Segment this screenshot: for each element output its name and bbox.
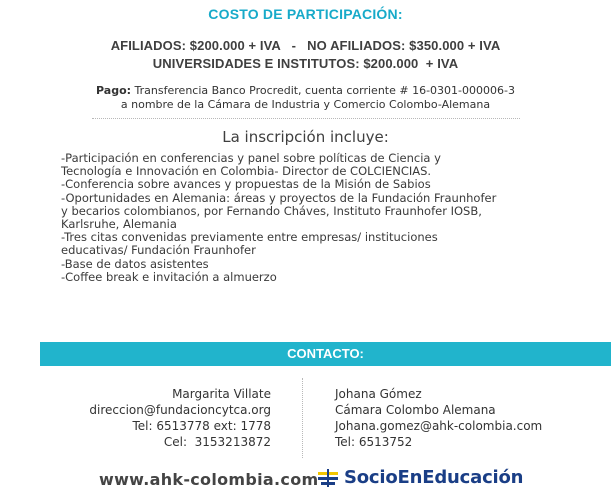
website-link[interactable]: www.ahk-colombia.com — [99, 470, 319, 489]
contact-tel: Tel: 6513778 ext: 1778 — [132, 419, 271, 433]
contact-org: Cámara Colombo Alemana — [335, 403, 496, 417]
contact-title: CONTACTO: — [287, 346, 364, 361]
contact-left — [89, 386, 271, 450]
logo-text — [344, 467, 523, 488]
payment-label: Pago: — [96, 84, 132, 97]
includes-list — [61, 152, 581, 284]
includes-title: La inscripción incluye: — [222, 128, 389, 146]
contact-email[interactable]: direccion@fundacioncytca.org — [89, 403, 271, 417]
contact-right — [335, 386, 542, 450]
list-item: -Oportunidades en Alemania: áreas y proyectos de la Fundación Fraunhofer y becarios colombianos, por Fernando Cháves, Instituto Fraunhofer IOSB, Karlsruhe, Alemania — [61, 190, 497, 232]
cost-title: COSTO DE PARTICIPACIÓN: — [208, 6, 403, 22]
prices-affiliates: AFILIADOS: $200.000 + IVA - NO AFILIADOS: $350.000 + IVA — [110, 38, 501, 53]
logo-word-1: Socio — [344, 467, 398, 488]
logo-mark-icon — [318, 469, 340, 487]
payment-line-2: a nombre de la Cámara de Industria y Comercio Colombo-Alemana — [120, 98, 491, 111]
contact-divider — [302, 378, 303, 458]
payment-details: Transferencia Banco Procredit, cuenta corriente # 16-0301-000006-3 — [131, 84, 515, 97]
logo-word-3: Educación — [422, 467, 524, 488]
list-item: -Base de datos asistentes — [61, 256, 209, 271]
payment-line-1 — [0, 84, 611, 97]
contact-name: Margarita Villate — [172, 387, 271, 401]
list-item: -Tres citas convenidas previamente entre empresas/ instituciones educativas/ Fundación Fraunhofer — [61, 230, 438, 258]
contact-cel: Cel: 3153213872 — [163, 435, 271, 449]
contact-name: Johana Gómez — [335, 387, 422, 401]
list-item: -Participación en conferencias y panel sobre políticas de Ciencia y Tecnología e Innovación en Colombia- Director de COLCIENCIAS. — [61, 151, 441, 179]
list-item: -Conferencia sobre avances y propuestas de la Misión de Sabios — [61, 177, 431, 192]
section-divider — [92, 118, 520, 119]
contact-email[interactable]: Johana.gomez@ahk-colombia.com — [335, 419, 543, 433]
prices-universities: UNIVERSIDADES E INSTITUTOS: $200.000 + IVA — [152, 56, 459, 71]
socio-en-educacion-logo — [318, 467, 523, 488]
contact-tel: Tel: 6513752 — [335, 435, 413, 449]
logo-word-2: En — [397, 467, 423, 488]
list-item: -Coffee break e invitación a almuerzo — [61, 269, 277, 284]
